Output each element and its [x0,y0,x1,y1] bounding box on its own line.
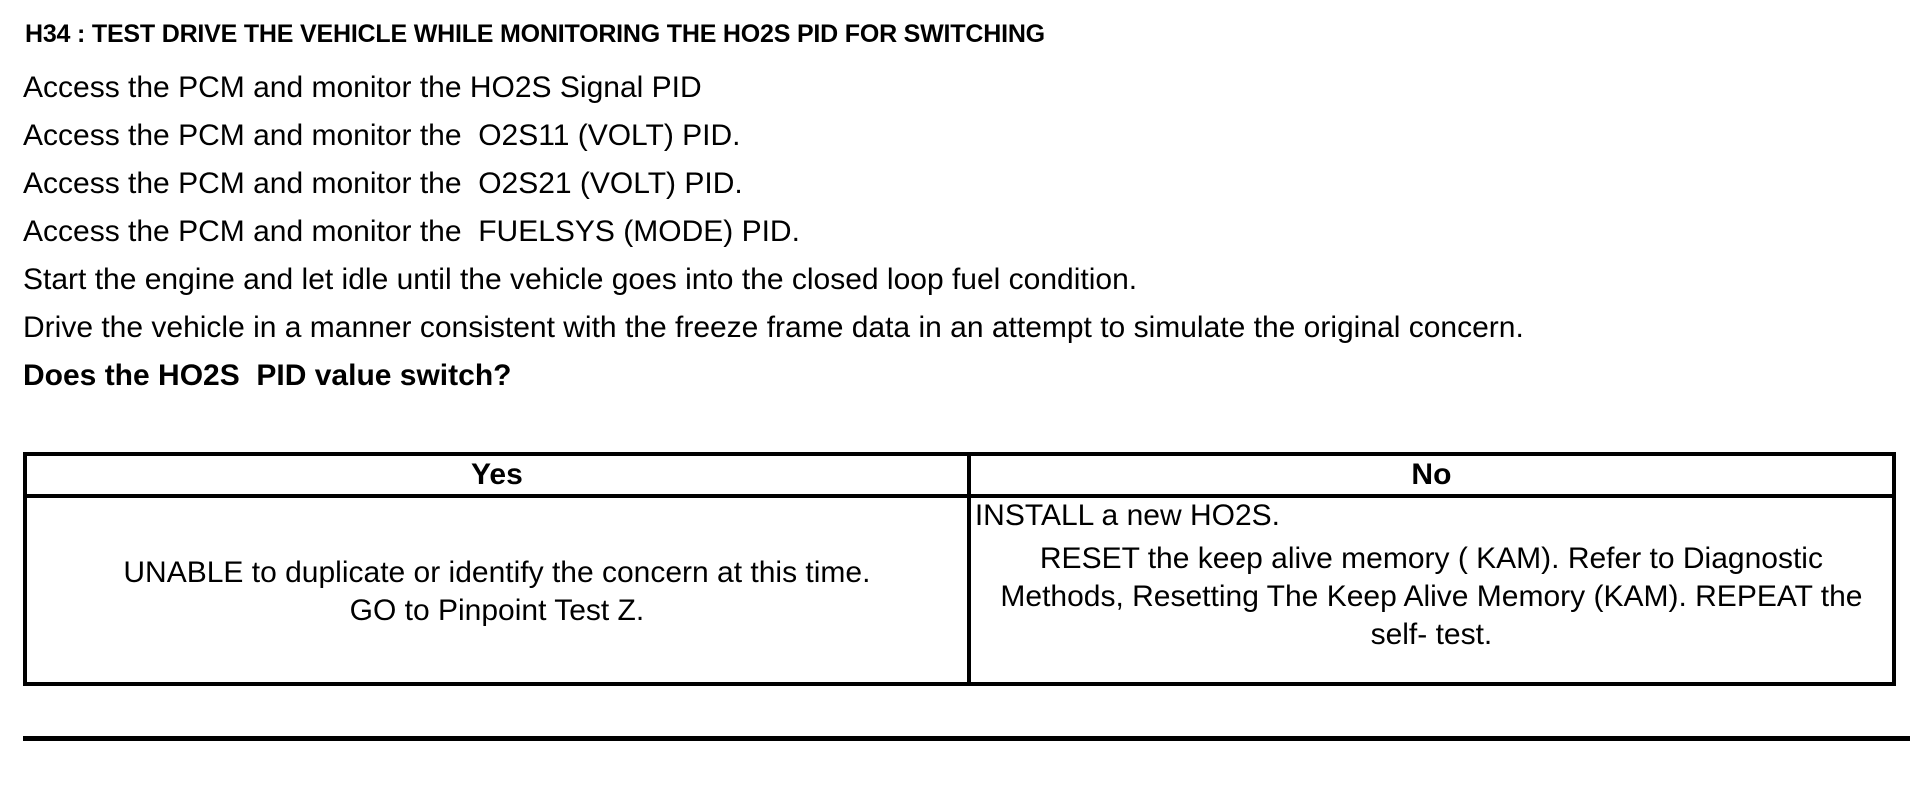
procedure-step: Access the PCM and monitor the FUELSYS (MODE) PID. [23,215,800,248]
procedure-step: Access the PCM and monitor the HO2S Signal PID [23,71,702,104]
no-result-cell [969,496,1894,684]
yes-result-cell [25,496,969,684]
result-header-row [25,454,1894,496]
procedure-step: Drive the vehicle in a manner consistent with the freeze frame data in an attempt to simulate the original concern. [23,311,1524,344]
result-row [25,496,1894,684]
result-table [23,452,1896,686]
procedure-step: Access the PCM and monitor the O2S11 (VOLT) PID. [23,119,741,152]
no-column-header: No [969,454,1894,496]
procedure-step: Access the PCM and monitor the O2S21 (VOLT) PID. [23,167,743,200]
procedure-step: Start the engine and let idle until the vehicle goes into the closed loop fuel condition. [23,263,1138,296]
no-result-reset-text: RESET the keep alive memory ( KAM). Refer to Diagnostic Methods, Resetting The Keep Alive Memory (KAM). REPEAT the self- test. [1000,542,1863,651]
bottom-divider [23,736,1910,741]
procedure-steps [23,64,1524,352]
test-question: Does the HO2S PID value switch? [23,359,512,392]
yes-column-header: Yes [25,454,969,496]
section-heading: H34 : TEST DRIVE THE VEHICLE WHILE MONITORING THE HO2S PID FOR SWITCHING [25,20,1045,48]
yes-result-text: UNABLE to duplicate or identify the concern at this time. GO to Pinpoint Test Z. [123,556,871,627]
no-result-install-text: INSTALL a new HO2S. [974,499,1280,532]
